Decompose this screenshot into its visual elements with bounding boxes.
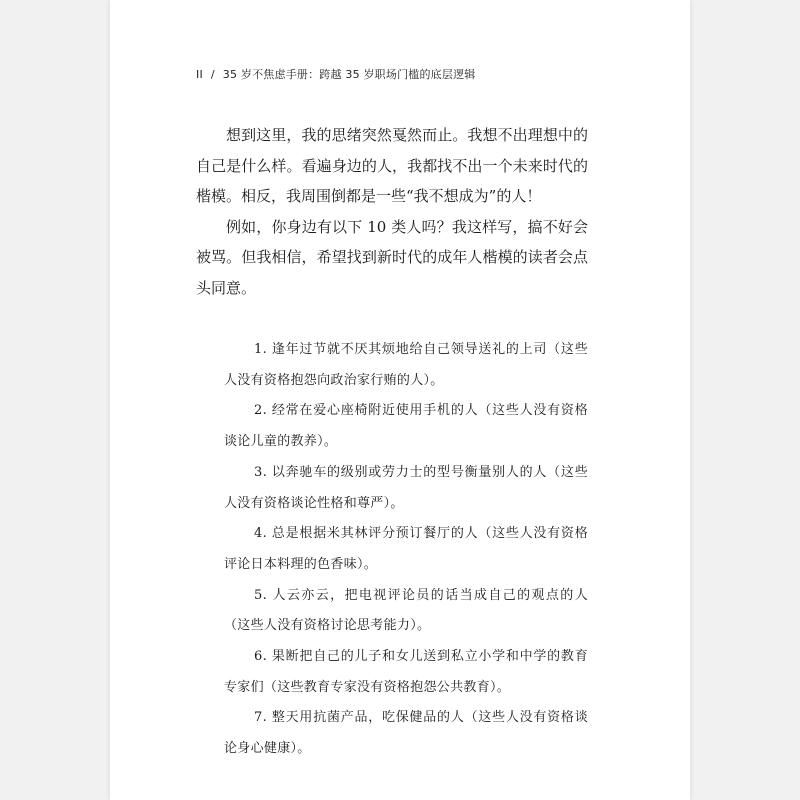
- list-item: 1. 逢年过节就不厌其烦地给自己领导送礼的上司（这些人没有资格抱怨向政治家行贿的人）。: [224, 342, 588, 388]
- header-separator: /: [210, 68, 215, 81]
- book-title: 35 岁不焦虑手册：跨越 35 岁职场门槛的底层逻辑: [222, 68, 476, 81]
- running-header: [196, 66, 475, 82]
- list-item: 6. 果断把自己的儿子和女儿送到私立小学和中学的教育专家们（这些教育专家没有资格抱怨公共教育）。: [224, 649, 588, 695]
- list-item: 3. 以奔驰车的级别或劳力士的型号衡量别人的人（这些人没有资格谈论性格和尊严）。: [224, 464, 588, 511]
- paragraph: 例如，你身边有以下 10 类人吗？我这样写，搞不好会被骂。但我相信，希望找到新时代的成年人楷模的读者会点头同意。: [196, 217, 588, 297]
- paragraph: 想到这里，我的思绪突然戛然而止。我想不出理想中的自己是什么样。看遍身边的人，我都找不出一个未来时代的楷模。相反，我周围倒都是一些“我不想成为”的人！: [196, 126, 588, 205]
- page-number: II: [196, 68, 203, 81]
- list-item: 5. 人云亦云，把电视评论员的话当成自己的观点的人（这些人没有资格讨论思考能力）。: [224, 587, 588, 634]
- list-item: 2. 经常在爱心座椅附近使用手机的人（这些人没有资格谈论儿童的教养）。: [224, 403, 588, 450]
- numbered-list: [224, 335, 588, 765]
- list-item: 7. 整天用抗菌产品，吃保健品的人（这些人没有资格谈论身心健康）。: [224, 710, 588, 757]
- body-text: [196, 120, 588, 303]
- list-item: 4. 总是根据米其林评分预订餐厅的人（这些人没有资格评论日本料理的色香味）。: [224, 526, 588, 572]
- book-page: [110, 0, 690, 800]
